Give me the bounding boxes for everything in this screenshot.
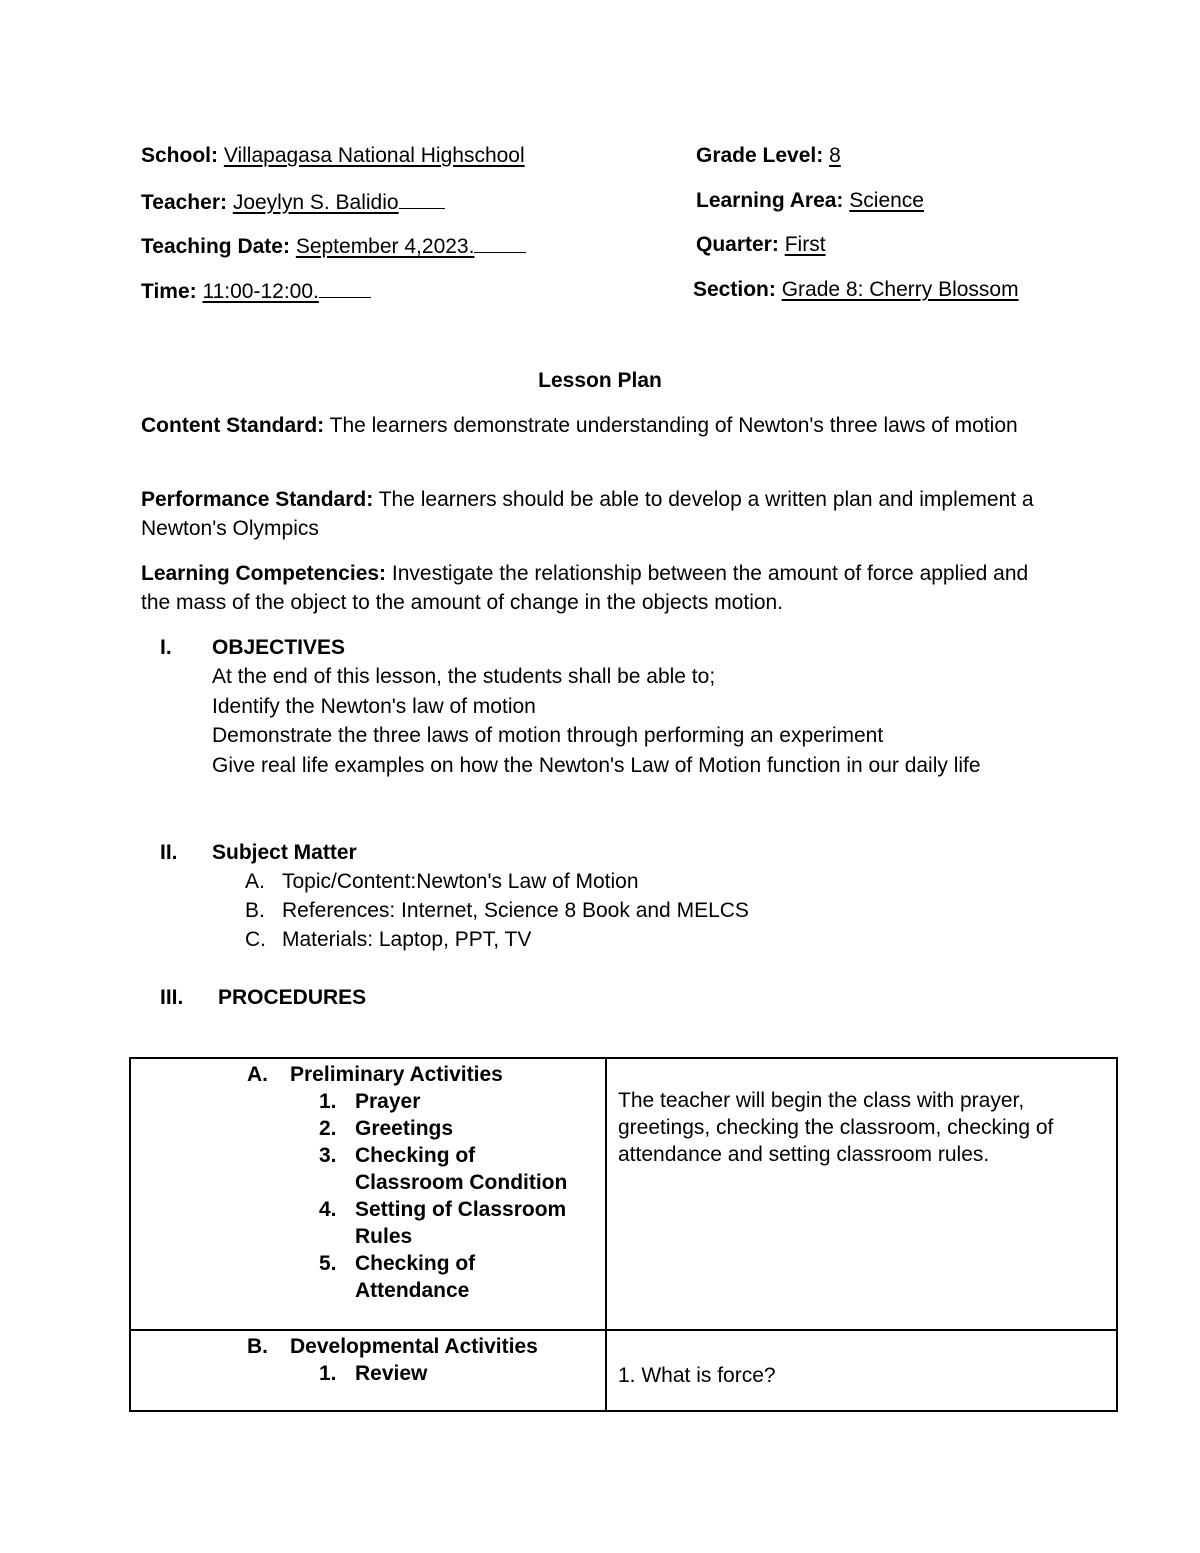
time-value: 11:00-12:00. [202,280,319,303]
learning-competencies [141,559,1061,617]
activity-description: The teacher will begin the class with prayer, greetings, checking the classroom, checking of attendance and setting classroom rules. [618,1089,1054,1166]
content-standard-label: Content Standard: [141,414,325,437]
activity-heading [131,1061,605,1088]
objectives-line: At the end of this lesson, the students shall be able to; [212,665,716,688]
subject-matter-item [245,925,749,954]
school-value: Villapagasa National Highschool [223,144,525,167]
procedures-numeral: III. [160,986,184,1009]
performance-standard-label: Performance Standard: [141,488,374,511]
grade-level-label: Grade Level: [696,144,824,167]
description-cell [606,1058,1117,1330]
item-text: Rules [355,1225,413,1248]
content-standard [141,411,1061,440]
procedures-table [129,1057,1118,1412]
table-row [130,1330,1117,1411]
teaching-date-value: September 4,2023. [295,235,475,258]
section-field [693,277,1019,303]
list-item [131,1360,605,1387]
list-item [131,1196,605,1250]
performance-standard-text: The learners should be able to develop a written plan and implement a Newton's Olympics [141,488,1034,540]
objectives-line: Give real life examples on how the Newton's Law of Motion function in our daily life [212,753,981,777]
procedures-title: PROCEDURES [218,986,367,1009]
item-text: Review [355,1362,428,1385]
subject-matter-title: Subject Matter [212,841,357,864]
teaching-date-field [141,232,526,260]
item-text: Checking of [355,1144,476,1167]
subject-matter-list [245,867,749,954]
teacher-underline [399,188,445,209]
item-number: 3. [319,1144,337,1167]
subject-matter-item [245,896,749,925]
item-number: 2. [319,1117,337,1140]
school-field [141,143,525,169]
objectives-line: Identify the Newton's law of motion [212,694,536,718]
subject-matter-numeral: II. [160,841,178,864]
learning-area-value: Science [849,189,924,212]
item-text: Attendance [355,1279,470,1302]
item-number: 5. [319,1252,337,1275]
activity-description: 1. What is force? [618,1364,776,1387]
quarter-value: First [784,233,826,256]
school-label: School: [141,144,218,167]
list-item [131,1115,605,1142]
list-item [131,1142,605,1196]
activity-letter: B. [247,1335,268,1358]
activity-heading-text: Developmental Activities [290,1335,538,1358]
content-standard-text: The learners demonstrate understanding of Newton's three laws of motion [329,414,1018,437]
subject-matter-item [245,867,749,896]
activity-heading [131,1333,605,1360]
learning-area-label: Learning Area: [696,189,844,212]
teacher-value: Joeylyn S. Balidio [232,191,399,214]
objectives-list [212,662,1052,780]
time-field [141,277,371,305]
learning-competencies-text: Investigate the relationship between the amount of force applied and the mass of the object to the amount of change in the objects motion. [141,562,1029,614]
activity-letter: A. [247,1063,268,1086]
item-number: 1. [319,1362,337,1385]
item-text: References: Internet, Science 8 Book and MELCS [282,899,749,922]
grade-level-field [696,143,841,169]
teaching-date-label: Teaching Date: [141,235,290,258]
item-letter: C. [245,928,266,951]
item-text: Prayer [355,1090,421,1113]
item-text: Setting of Classroom [355,1198,567,1221]
item-number: 1. [319,1090,337,1113]
objectives-line: Demonstrate the three laws of motion through performing an experiment [212,724,884,747]
item-text: Materials: Laptop, PPT, TV [282,928,532,951]
objectives-numeral: I. [160,636,172,659]
item-letter: A. [245,870,265,893]
description-cell [606,1330,1117,1411]
objectives-title: OBJECTIVES [212,636,346,659]
time-label: Time: [141,280,197,303]
teaching-date-underline [474,232,526,253]
teacher-label: Teacher: [141,191,227,214]
item-text: Topic/Content:Newton's Law of Motion [282,870,639,893]
page-title: Lesson Plan [538,369,662,392]
table-row [130,1058,1117,1330]
performance-standard [141,485,1061,543]
item-text: Classroom Condition [355,1171,568,1194]
quarter-label: Quarter: [696,233,779,256]
learning-area-field [696,188,924,214]
activity-cell [130,1330,606,1411]
item-text: Greetings [355,1117,454,1140]
activity-heading-text: Preliminary Activities [290,1063,503,1086]
section-label: Section: [693,278,776,301]
list-item [131,1088,605,1115]
item-letter: B. [245,899,265,922]
item-text: Checking of [355,1252,476,1275]
activity-cell [130,1058,606,1330]
teacher-field [141,188,445,216]
learning-competencies-label: Learning Competencies: [141,562,387,585]
list-item [131,1250,605,1304]
item-number: 4. [319,1198,337,1221]
quarter-field [696,232,826,258]
grade-level-value: 8 [829,144,841,167]
section-value: Grade 8: Cherry Blossom [781,278,1019,301]
time-underline [319,277,371,298]
